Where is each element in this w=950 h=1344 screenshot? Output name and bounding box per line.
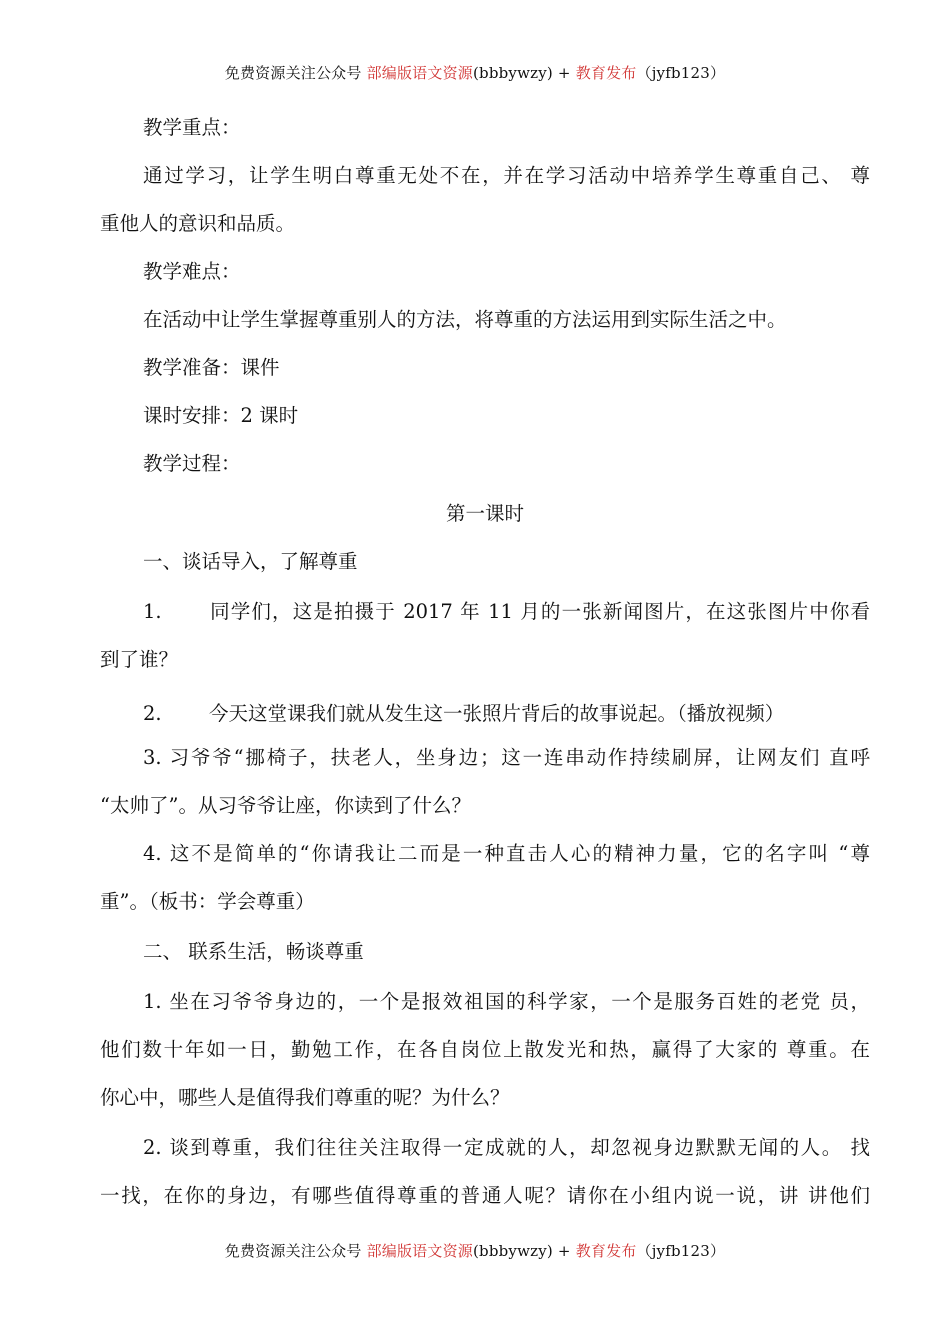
footer-prefix: 免费资源关注公众号	[224, 1242, 367, 1260]
key-points-label: 教学重点：	[143, 116, 241, 139]
page-footer	[0, 1240, 950, 1261]
section-1-heading: 一、谈话导入，了解尊重	[143, 550, 358, 573]
item-1-text: 同学们，这是拍摄于 2017 年 11 月的一张新闻图片，在这张图片中你看	[209, 600, 870, 623]
footer-brand-2: 教育发布	[575, 1242, 637, 1260]
difficulty-label: 教学难点：	[143, 260, 241, 283]
header-mid: (bbbywzy) +	[472, 64, 576, 82]
item-2-number: 2.	[143, 702, 162, 725]
difficulty-text: 在活动中让学生掌握尊重别人的方法，将尊重的方法运用到实际生活之中。	[143, 308, 787, 331]
item-2-text: 今天这堂课我们就从发生这一张照片背后的故事说起。（播放视频）	[209, 702, 785, 725]
process-label: 教学过程：	[143, 452, 241, 475]
key-points-text-line-2: 重他人的意识和品质。	[100, 212, 296, 235]
s2-item-2-line-1: 2. 谈到尊重，我们往往关注取得一定成就的人，却忽视身边默默无闻的人。 找	[143, 1136, 870, 1159]
s2-item-1-line-1: 1. 坐在习爷爷身边的，一个是报效祖国的科学家，一个是服务百姓的老党 员，	[143, 990, 870, 1013]
section-2-heading: 二、 联系生活，畅谈尊重	[143, 940, 364, 963]
header-suffix: （jyfb123）	[636, 64, 726, 82]
footer-brand-1: 部编版语文资源	[366, 1242, 473, 1260]
item-3-line-1: 3. 习爷爷“挪椅子，扶老人，坐身边；这一连串动作持续刷屏，让网友们 直呼	[143, 746, 870, 769]
key-points-text-line-1: 通过学习，让学生明白尊重无处不在，并在学习活动中培养学生尊重自己、 尊	[143, 164, 870, 187]
item-4-line-1: 4. 这不是简单的“你请我让二而是一种直击人心的精神力量，它的名字叫 “尊	[143, 842, 870, 865]
footer-mid: (bbbywzy) +	[472, 1242, 576, 1260]
s2-item-1-line-3: 你心中，哪些人是值得我们尊重的呢？为什么？	[100, 1086, 510, 1109]
lesson-title: 第一课时	[445, 502, 524, 525]
footer-suffix: （jyfb123）	[636, 1242, 726, 1260]
item-1-line-1	[100, 588, 870, 636]
item-3-line-2: “太帅了”。从习爷爷让座，你读到了什么？	[100, 794, 471, 817]
header-brand-2: 教育发布	[575, 64, 637, 82]
header-prefix: 免费资源关注公众号	[224, 64, 367, 82]
header-brand-1: 部编版语文资源	[366, 64, 473, 82]
preparation: 教学准备：课件	[143, 356, 280, 379]
page-header	[0, 62, 950, 83]
schedule: 课时安排：2 课时	[143, 404, 299, 427]
item-1-line-2: 到了谁？	[100, 648, 179, 671]
s2-item-2-line-2: 一找，在你的身边，有哪些值得尊重的普通人呢？请你在小组内说一说，讲 讲他们	[100, 1184, 870, 1207]
item-1-number: 1.	[143, 600, 162, 623]
item-4-line-2: 重”。（板书：学会尊重）	[100, 890, 315, 913]
s2-item-1-line-2: 他们数十年如一日，勤勉工作，在各自岗位上散发光和热，赢得了大家的 尊重。在	[100, 1038, 870, 1061]
item-2	[100, 690, 870, 738]
